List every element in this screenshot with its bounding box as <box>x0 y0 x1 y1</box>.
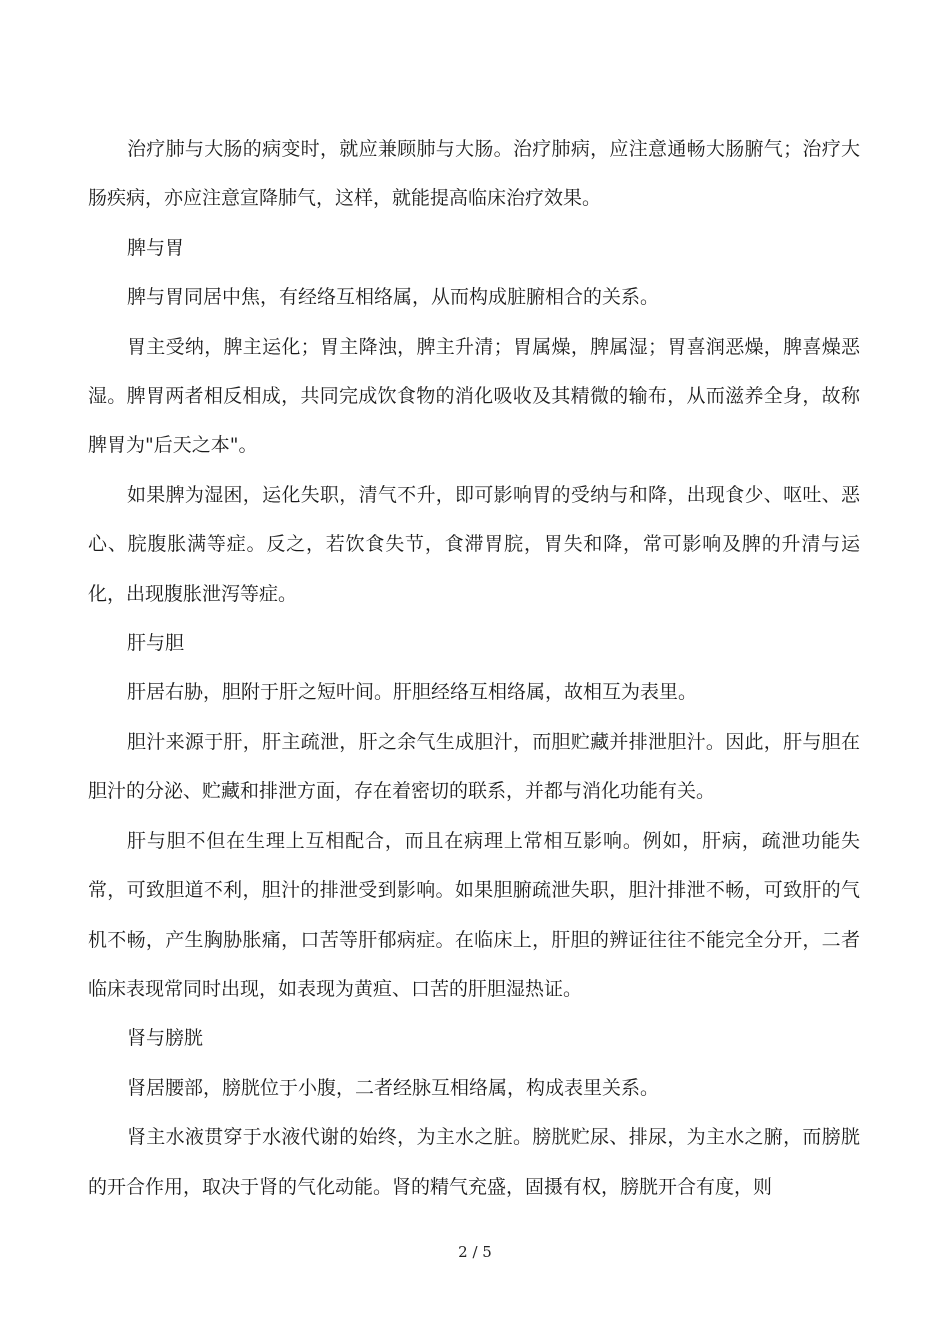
paragraph: 肝居右胁，胆附于肝之短叶间。肝胆经络互相络属，故相互为表里。 <box>127 681 698 704</box>
section-heading-spleen-stomach: 脾与胃 <box>127 236 185 259</box>
document-body <box>88 125 860 1212</box>
section-heading-liver-gallbladder: 肝与胆 <box>127 632 185 655</box>
paragraph: 肾居腰部，膀胱位于小腹，二者经脉互相络属，构成表里关系。 <box>127 1076 660 1099</box>
page-number: 2 / 5 <box>458 1243 492 1261</box>
paragraph: 肝与胆不但在生理上互相配合，而且在病理上常相互影响。例如，肝病，疏泄功能失常，可致胆道不利，胆汁的排泄受到影响。如果胆腑疏泄失职，胆汁排泄不畅，可致肝的气机不畅，产生胸胁胀痛，口苦等肝郁病症。在临床上，肝胆的辨证往往不能完全分开，二者临床表现常同时出现，如表现为黄疸、口苦的肝胆湿热证。 <box>88 829 860 1000</box>
section-heading-kidney-bladder: 肾与膀胱 <box>127 1027 204 1050</box>
paragraph: 胆汁来源于肝，肝主疏泄，肝之余气生成胆汁，而胆贮藏并排泄胆汁。因此，肝与胆在胆汁的分泌、贮藏和排泄方面，存在着密切的联系，并都与消化功能有关。 <box>88 730 860 803</box>
paragraph: 脾与胃同居中焦，有经络互相络属，从而构成脏腑相合的关系。 <box>127 286 660 309</box>
paragraph: 治疗肺与大肠的病变时，就应兼顾肺与大肠。治疗肺病，应注意通畅大肠腑气；治疗大肠疾病，亦应注意宣降肺气，这样，就能提高临床治疗效果。 <box>88 138 860 210</box>
paragraph: 肾主水液贯穿于水液代谢的始终，为主水之脏。膀胱贮尿、排尿，为主水之腑，而膀胱的开合作用，取决于肾的气化动能。肾的精气充盛，固摄有权，膀胱开合有度，则 <box>88 1126 860 1198</box>
paragraph: 胃主受纳，脾主运化；胃主降浊，脾主升清；胃属燥，脾属湿；胃喜润恶燥，脾喜燥恶湿。脾胃两者相反相成，共同完成饮食物的消化吸收及其精微的输布，从而滋养全身，故称脾胃为"后天之本"。 <box>88 335 860 457</box>
paragraph: 如果脾为湿困，运化失职，清气不升，即可影响胃的受纳与和降，出现食少、呕吐、恶心、脘腹胀满等症。反之，若饮食失节，食滞胃脘，胃失和降，常可影响及脾的升清与运化，出现腹胀泄泻等症。 <box>88 483 860 605</box>
